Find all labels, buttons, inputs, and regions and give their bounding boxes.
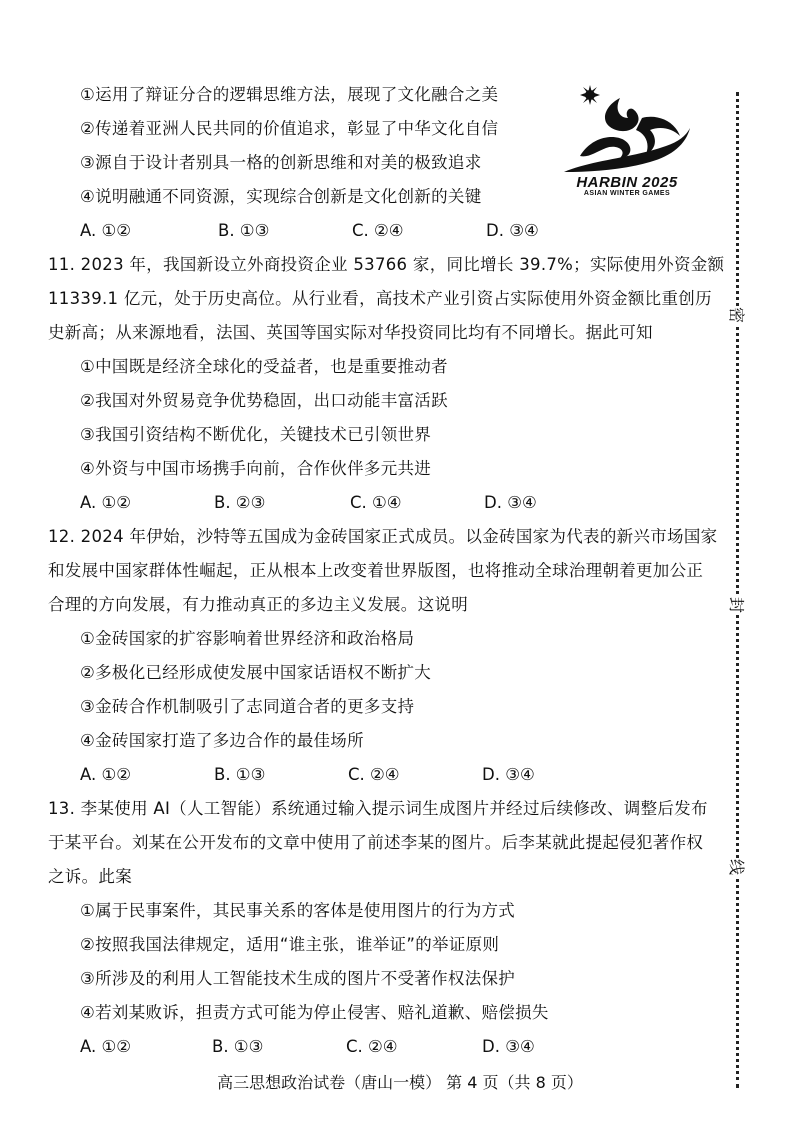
q10-item-2: ②传递着亚洲人民共同的价值追求，彰显了中华文化自信 (80, 119, 499, 138)
seal-mark-mi: 密 (727, 306, 746, 323)
q13-stem-line-1: 13. 李某使用 AI（人工智能）系统通过输入提示词生成图片并经过后续修改、调整后发布 (48, 799, 708, 818)
q11-option-c: C. ①④ (350, 493, 402, 512)
q12-item-1: ①金砖国家的扩容影响着世界经济和政治格局 (80, 629, 415, 648)
q12-item-3: ③金砖合作机制吸引了志同道合者的更多支持 (80, 697, 415, 716)
q10-option-a: A. ①② (80, 221, 132, 240)
q13-option-c: C. ②④ (346, 1037, 398, 1056)
q12-item-2: ②多极化已经形成使发展中国家话语权不断扩大 (80, 663, 432, 682)
q11-item-3: ③我国引资结构不断优化，关键技术已引领世界 (80, 425, 432, 444)
harbin-2025-logo (562, 84, 692, 202)
q10-item-1: ①运用了辩证分合的逻辑思维方法，展现了文化融合之美 (80, 85, 499, 104)
q12-option-b: B. ①③ (214, 765, 266, 784)
q12-stem-line-2: 和发展中国家群体性崛起，正从根本上改变着世界版图，也将推动全球治理朝着更加公正 (48, 561, 704, 580)
q13-item-1: ①属于民事案件，其民事关系的客体是使用图片的行为方式 (80, 901, 516, 920)
logo-subtitle: ASIAN WINTER GAMES (583, 190, 671, 197)
q13-option-b: B. ①③ (212, 1037, 264, 1056)
q10-option-b: B. ①③ (218, 221, 270, 240)
q11-option-a: A. ①② (80, 493, 132, 512)
q10-item-3: ③源自于设计者别具一格的创新思维和对美的极致追求 (80, 153, 482, 172)
q12-stem-line-1: 12. 2024 年伊始，沙特等五国成为金砖国家正式成员。以金砖国家为代表的新兴市场国家 (48, 527, 718, 546)
q13-option-a: A. ①② (80, 1037, 132, 1056)
q13-stem-line-2: 于某平台。刘某在公开发布的文章中使用了前述李某的图片。后李某就此提起侵犯著作权 (48, 833, 704, 852)
q12-stem-line-3: 合理的方向发展，有力推动真正的多边主义发展。这说明 (48, 595, 468, 614)
q10-item-4: ④说明融通不同资源，实现综合创新是文化创新的关键 (80, 187, 482, 206)
q11-option-d: D. ③④ (484, 493, 537, 512)
q10-option-c: C. ②④ (352, 221, 404, 240)
q12-option-d: D. ③④ (482, 765, 535, 784)
q12-item-4: ④金砖国家打造了多边合作的最佳场所 (80, 731, 364, 750)
logo-title: HARBIN 2025 (576, 174, 678, 191)
q12-option-a: A. ①② (80, 765, 132, 784)
seal-line (736, 92, 739, 1088)
q13-item-2: ②按照我国法律规定，适用“谁主张，谁举证”的举证原则 (80, 935, 500, 954)
q13-stem-line-3: 之诉。此案 (48, 867, 132, 886)
q11-option-b: B. ②③ (214, 493, 266, 512)
q13-item-3: ③所涉及的利用人工智能技术生成的图片不受著作权法保护 (80, 969, 516, 988)
q12-option-c: C. ②④ (348, 765, 400, 784)
q11-item-2: ②我国对外贸易竞争优势稳固，出口动能丰富活跃 (80, 391, 448, 410)
seal-mark-xian: 线 (727, 858, 746, 875)
seal-mark-feng: 封 (727, 596, 746, 613)
q13-option-d: D. ③④ (482, 1037, 535, 1056)
q11-stem-line-2: 11339.1 亿元，处于历史高位。从行业看，高技术产业引资占实际使用外资金额比重创历 (48, 289, 712, 308)
q11-stem-line-3: 史新高；从来源地看，法国、英国等国实际对华投资同比均有不同增长。据此可知 (48, 323, 653, 342)
q13-item-4: ④若刘某败诉，担责方式可能为停止侵害、赔礼道歉、赔偿损失 (80, 1003, 549, 1022)
q10-option-d: D. ③④ (486, 221, 539, 240)
page-footer: 高三思想政治试卷（唐山一模） 第 4 页（共 8 页） (217, 1073, 583, 1092)
q11-item-4: ④外资与中国市场携手向前，合作伙伴多元共进 (80, 459, 432, 478)
skater-emblem-icon (562, 84, 692, 176)
q11-stem-line-1: 11. 2023 年，我国新设立外商投资企业 53766 家，同比增长 39.7%；实际使用外资金额 (48, 255, 725, 274)
q11-item-1: ①中国既是经济全球化的受益者，也是重要推动者 (80, 357, 448, 376)
